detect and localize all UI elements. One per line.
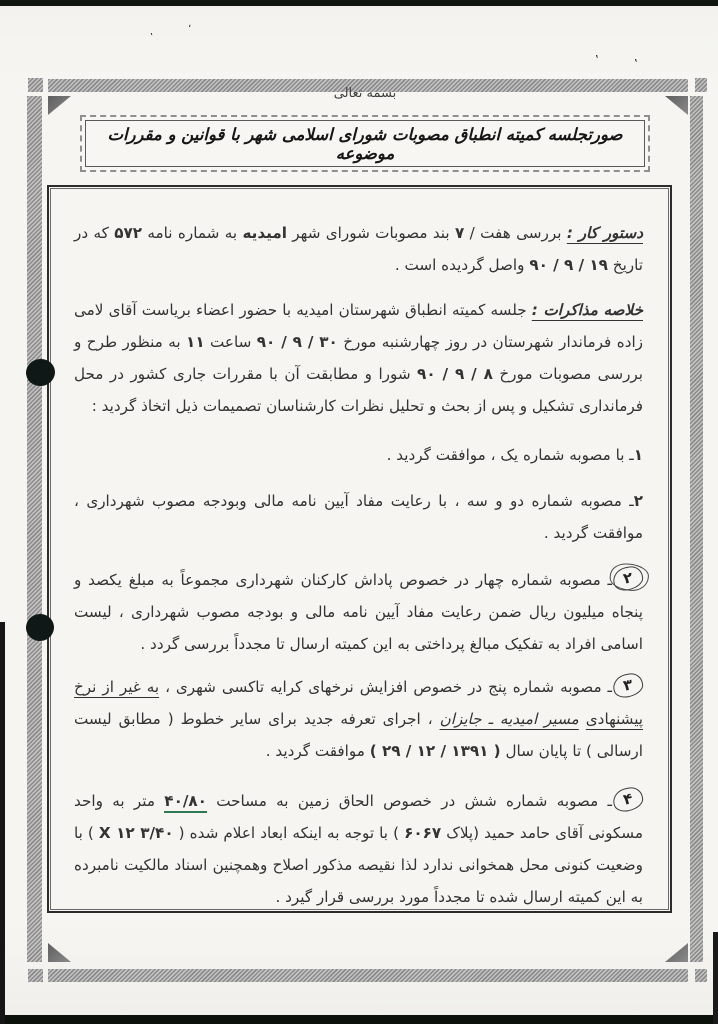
paragraph-item-4	[74, 671, 643, 767]
paragraph-item-5	[74, 785, 643, 913]
text-segment: ـ مصوبه شماره پنج در خصوص افزایش نرخهای کرایه تاکسی شهری ،	[159, 678, 612, 696]
text-segment: موافقت گردید .	[265, 742, 370, 760]
text-segment: ۵۷۲	[114, 224, 143, 242]
text-segment: دستور کار :	[566, 224, 643, 242]
text-segment: ۲	[633, 492, 643, 510]
text-segment: ۱۹ / ۹ / ۹۰	[529, 256, 608, 274]
scan-speck: ‛	[150, 32, 154, 43]
scan-speck: ‛	[634, 57, 638, 71]
frame-triangle-bottom-right	[665, 943, 688, 962]
text-segment: بررسی هفت /	[464, 224, 567, 242]
content-box	[47, 185, 672, 913]
text-segment: به غیر از نرخ پیشنهادی	[74, 678, 644, 728]
paragraph-item-3	[74, 564, 643, 660]
item-number-circled: ۲	[611, 564, 645, 593]
paragraph-item-1	[74, 439, 643, 471]
text-segment: ۶۰۶۷	[404, 824, 442, 842]
scan-speck: ،	[188, 19, 192, 30]
text-segment: ۳۰ / ۹ / ۹۰	[256, 333, 338, 351]
text-segment: ـ مصوبه شماره دو و سه ، با رعایت مفاد آیین نامه مالی وبودجه مصوب شهرداری ، موافقت گردید .	[74, 492, 643, 542]
text-segment	[579, 710, 586, 728]
text-segment: ، اجرای تعرفه جدید برای سایر خطوط ( مطابق لیست ارسالی ) تا پایان سال	[74, 710, 643, 760]
bismillah-text: بسمه تعالی	[333, 86, 397, 101]
text-segment: متر به واحد مسکونی آقای حامد حمید (پلاک	[74, 792, 643, 842]
text-segment: به شماره نامه	[142, 224, 243, 242]
paragraph-summary	[74, 294, 643, 422]
paragraph-agenda	[74, 217, 643, 281]
text-segment: ـ با مصوبه شماره یک ، موافقت گردید .	[386, 446, 634, 464]
frame-corner-square-bottom-left	[28, 969, 43, 982]
document-title: صورتجلسه کمیته انطباق مصوبات شورای اسلامی شهر با قوانین و مقررات موضوعه	[107, 124, 623, 163]
text-segment: ۸ / ۹ / ۹۰	[417, 365, 493, 383]
text-segment: واصل گردیده است .	[394, 256, 530, 274]
text-segment: ( ۱۳۹۱ / ۱۲ / ۲۹ )	[369, 742, 501, 760]
scan-speck: ‛	[595, 53, 599, 67]
text-segment: ـ مصوبه شماره چهار در خصوص پاداش کارکنان شهرداری مجموعاً به مبلغ یکصد و پنجاه میلیون ریال ضمن رعایت مفاد آیین نامه مالی و بودجه مصوب شهرداری ، لیست اسامی افراد به تفکیک مبالغ پرداختی به این کمیته ارسال تا مجدداً بررسی گردد .	[74, 571, 643, 653]
text-segment: ۱	[633, 446, 643, 464]
text-segment: امیدیه	[242, 224, 287, 242]
item-number-circled: ۳	[611, 671, 645, 700]
frame-strip-bottom	[48, 969, 688, 982]
frame-corner-square-bottom-right	[695, 969, 707, 982]
text-segment: ساعت	[204, 333, 257, 351]
document-body	[49, 187, 670, 911]
text-segment: جلسه کمیته انطباق شهرستان امیدیه با حضور اعضاء بریاست آقای لامی زاده فرماندار شهرستان در روز چهارشنبه مورخ	[74, 301, 644, 351]
text-segment: مسیر امیدیه ـ جایزان	[439, 710, 579, 728]
frame-strip-left	[27, 96, 42, 962]
title-inner-frame	[85, 120, 645, 167]
text-segment: شورا و مطابقت آن با مقررات جاری کشور در محل فرمانداری تشکیل و پس از بحث و تحلیل نظرات کارشناسان تصمیمات ذیل اتخاذ گردید :	[74, 365, 643, 415]
text-segment: ) با توجه به اینکه ابعاد اعلام شده (	[173, 824, 405, 842]
text-segment: که در تاریخ	[74, 224, 643, 274]
item-number-circled: ۴	[611, 785, 645, 814]
scan-edge-bottom	[0, 1015, 718, 1024]
frame-triangle-bottom-left	[48, 943, 71, 962]
text-segment: ) با وضعیت کنونی محل همخوانی ندارد لذا نقیصه مذکور اصلاح وهمچنین اسناد مالکیت نامبرده به این کمیته ارسال شده تا مجدداً مورد بررسی قرار گیرد .	[74, 824, 643, 906]
scan-edge-left	[0, 622, 5, 1024]
text-segment: ـ مصوبه شماره شش در خصوص الحاق زمین به مساحت	[206, 792, 612, 810]
text-segment: ۷	[455, 224, 465, 242]
text-segment: ۳/۴۰ X ۱۲	[98, 824, 174, 842]
paragraph-item-2	[74, 485, 643, 549]
text-segment: ۱۱	[186, 333, 205, 351]
text-segment: خلاصه مذاکرات :	[531, 301, 643, 319]
text-segment: به منظور طرح و بررسی مصوبات مورخ	[74, 333, 644, 383]
title-box	[80, 115, 650, 172]
text-segment: ۴۰/۸۰	[164, 792, 207, 813]
text-segment: بند مصوبات شورای شهر	[286, 224, 455, 242]
scan-edge-top	[0, 0, 718, 6]
scan-edge-right	[713, 932, 718, 1024]
frame-strip-right	[690, 96, 703, 962]
